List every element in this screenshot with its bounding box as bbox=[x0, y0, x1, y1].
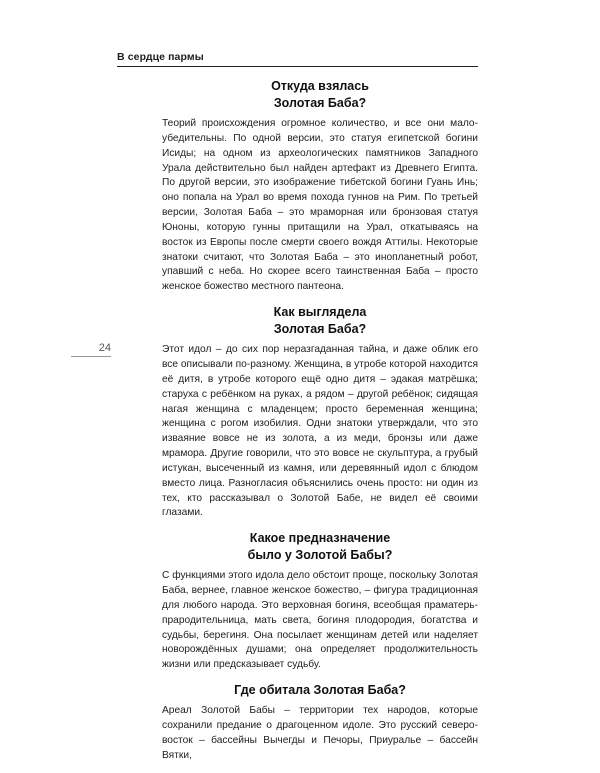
section-purpose bbox=[162, 530, 478, 673]
section-title bbox=[162, 304, 478, 338]
running-head: В сердце пармы bbox=[117, 51, 204, 63]
section-title-line: Где обитала Золотая Баба? bbox=[234, 683, 406, 698]
section-title bbox=[162, 682, 478, 699]
section-title-line: Какое предназначение bbox=[249, 531, 391, 546]
section-title bbox=[162, 530, 478, 564]
section-title-line: Золотая Баба? bbox=[273, 96, 367, 110]
section-paragraph: С функциями этого идола дело обстоит проще, поскольку Золотая Баба, вернее, главное женское божество, – фигура традиционная для любого народа. Это верховная богиня, всеобщая праматерь-прародительница, мать света, богиня плодородия, богатства и судьбы, берегиня. Она посылает женщинам детей или наделяет новорождённых душами; она определяет продолжительность жизни или предсказывает судьбу. bbox=[162, 570, 478, 671]
section-title-line: Золотая Баба? bbox=[273, 322, 367, 337]
section-origin bbox=[162, 78, 478, 295]
section-paragraph: Ареал Золотой Бабы – территории тех народов, которые сохранили предание о драгоценном идоле. Это русский северо-восток – бассейны Вычегды и Печоры, Приуралье – бассейн Вятки, bbox=[162, 705, 478, 761]
section-habitat bbox=[162, 682, 478, 763]
page-content bbox=[162, 78, 478, 773]
section-appearance bbox=[162, 304, 478, 521]
section-paragraph: Этот идол – до сих пор неразгаданная тайна, и даже облик его все описывали по-разному. Женщина, в утробе которой находится её дитя, в утробе которого ещё одно дитя – эдакая матрёшка; старуха с ребёнком на руках, а рядом – другой ребёнок; сидящая нагая женщина с младенцем; просто беременная женщина; женщина с рогом изобилия. Одни знатоки утверждали, что это изваяние вовсе не из золота, а из меди, бронзы или даже мрамора. Другие говорили, что это вовсе не скульптура, а грубый истукан, высеченный из камня, или деревянный идол с блюдом вместо лица. Разногласия объяснились очень просто: ни один из тех, кто рассказывал о Золотой Бабе, не видел её своими глазами. bbox=[162, 344, 478, 519]
section-title-line: было у Золотой Бабы? bbox=[247, 548, 393, 563]
section-paragraph: Теорий происхождения огромное количество, и все они малоубедительны. По одной версии, это статуя египетской богини Исиды; на одном из археологических памятников Западного Урала действительно был найден артефакт из Древнего Египта. По другой версии, это изображение тибетской богини Гуань Инь; оно попала на Урал во время похода гуннов на Рим. По третьей версии, Золотая Баба – это мраморная или бронзовая статуя Юноны, которую гунны притащили на Урал, откатываясь на восток из Европы после смерти своего вождя Аттилы. Некоторые знатоки считают, что Золотая Баба – это инопланетный робот, упавший с неба. Но скорее всего таинственная Баба – просто женское божество местного пантеона. bbox=[162, 118, 478, 293]
section-title bbox=[162, 78, 478, 112]
section-title-line: Как выглядела bbox=[273, 305, 367, 320]
page-number: 24 bbox=[71, 342, 111, 357]
section-title-line: Откуда взялась bbox=[271, 79, 369, 93]
header-rule bbox=[117, 66, 478, 67]
